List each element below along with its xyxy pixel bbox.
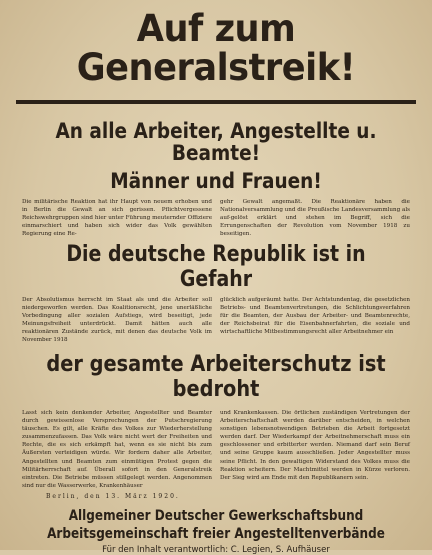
address-line-1: An alle Arbeiter, Angestellte u. Beamte! xyxy=(55,118,377,165)
headline: Auf zum Generalstreik! xyxy=(76,7,356,89)
paragraph-1 xyxy=(10,198,422,239)
paragraph-3 xyxy=(10,409,422,490)
heading-republic-in-danger: Die deutsche Republik ist in Gefahr xyxy=(66,242,366,292)
paragraph-1-left: Die militärische Reaktion hat ihr Haupt von neuem erhoben und in Berlin die Gewalt an sich gerissen. Pflichtvergessene Reichswehrgruppen sind hier unter Führung meuternder Offiziere einmarschiert und haben sich wider das Volk gewählten Regierung eine Re- xyxy=(22,198,212,238)
address-line-2: Männer und Frauen! xyxy=(110,168,322,193)
paragraph-3-right: und Krankenkassen. Die örtlichen zuständigen Vertretungen der Arbeiterschaftschaft werden darüber entscheiden, in welchen sonstigen lebensnotwendigen Betrieben die Arbeit fortgesetzt werden darf. Der Wiederkampf der Arbeitnehmerschaft muss ein geschlossener und erbitterter werden. Niemand darf sein Beruf und seine Gruppe kaum ausschließen. Jeder Angestellter muss seine Pflicht. In den gewaltigen Widerstand des Volkes muss die Reaktion scheitern. Der Machtmittel werden in Kürze verloren. Der Sieg wird am Ende mit den Republikanern sein. xyxy=(220,409,410,481)
paragraph-3-left: Lasst sich kein denkender Arbeiter, Angestellter und Beamter durch gewissenlose Versprechungen der Putschregierung täuschen. Es gilt, alle Kräfte des Volkes zur Wiederherstellung zusammenzufassen. Das Volk wäre nicht wert der Freiheiten und Rechte, die es sich erkämpft hat, wenn es sie nicht bis zum Äußersten verteidigen würde. Wir fordern daher alle Arbeiter, Angestellten und Beamten zum einmütigen Protest gegen die Militärherrschaft auf. Überall sofort in den Generalstreik eintreten. Die Betriebe müssen stillgelegt werden. Angenommen sind nur die Wasserwerke, Krankenhäuser xyxy=(22,409,212,489)
paragraph-2-right: glücklich aufgeräumt hatte. Der Achtstundentag, die gesetzlichen Betriebs- und Beamtenvertretungen, die Schlichtungsverfahren für die Beamten, der Ausbau der Arbeiter- und Beamtenrechte, der Reichsbeirat für die Eisenbahnerfahrten, die soziale und wirtschaftliche Mitbestimmungsrecht aller Arbeitnehmer ein xyxy=(220,296,410,336)
paragraph-2-left: Der Absolutismus herrscht im Staat als und die Arbeiter soll niedergeworfen werden. Das Koalitionsrecht, jene unerläßliche Vorbedingung aller sozialen Aufstiegs, wird beseitigt, jede Meinungsfreiheit unterdrückt. Damit hätten auch alle reaktionären Zustände zurück, mit denen das deutsche Volk im November 1918 xyxy=(22,296,212,344)
dateline: Berlin, den 13. März 1920. xyxy=(46,493,180,500)
heading-workers-protection: der gesamte Arbeiterschutz ist bedroht xyxy=(46,351,386,403)
signatory-1: Allgemeiner Deutscher Gewerkschaftsbund xyxy=(68,508,364,524)
paragraph-1-right: gehr Gewalt angemaßt. Die Reaktionäre haben die Nationalversammlung und die Preußische Landesversammlung als auf-gelöst erklärt und stehen im Begriff, sich die Errungenschaften der Revolution vom November 1918 zu beseitigen. xyxy=(220,198,410,238)
signatory-2: Arbeitsgemeinschaft freier Angestelltenverbände xyxy=(47,525,385,542)
headline-rule xyxy=(16,100,416,104)
responsible-line: Für den Inhalt verantwortlich: C. Legien, S. Aufhäuser xyxy=(102,545,330,555)
paragraph-2 xyxy=(10,296,422,345)
